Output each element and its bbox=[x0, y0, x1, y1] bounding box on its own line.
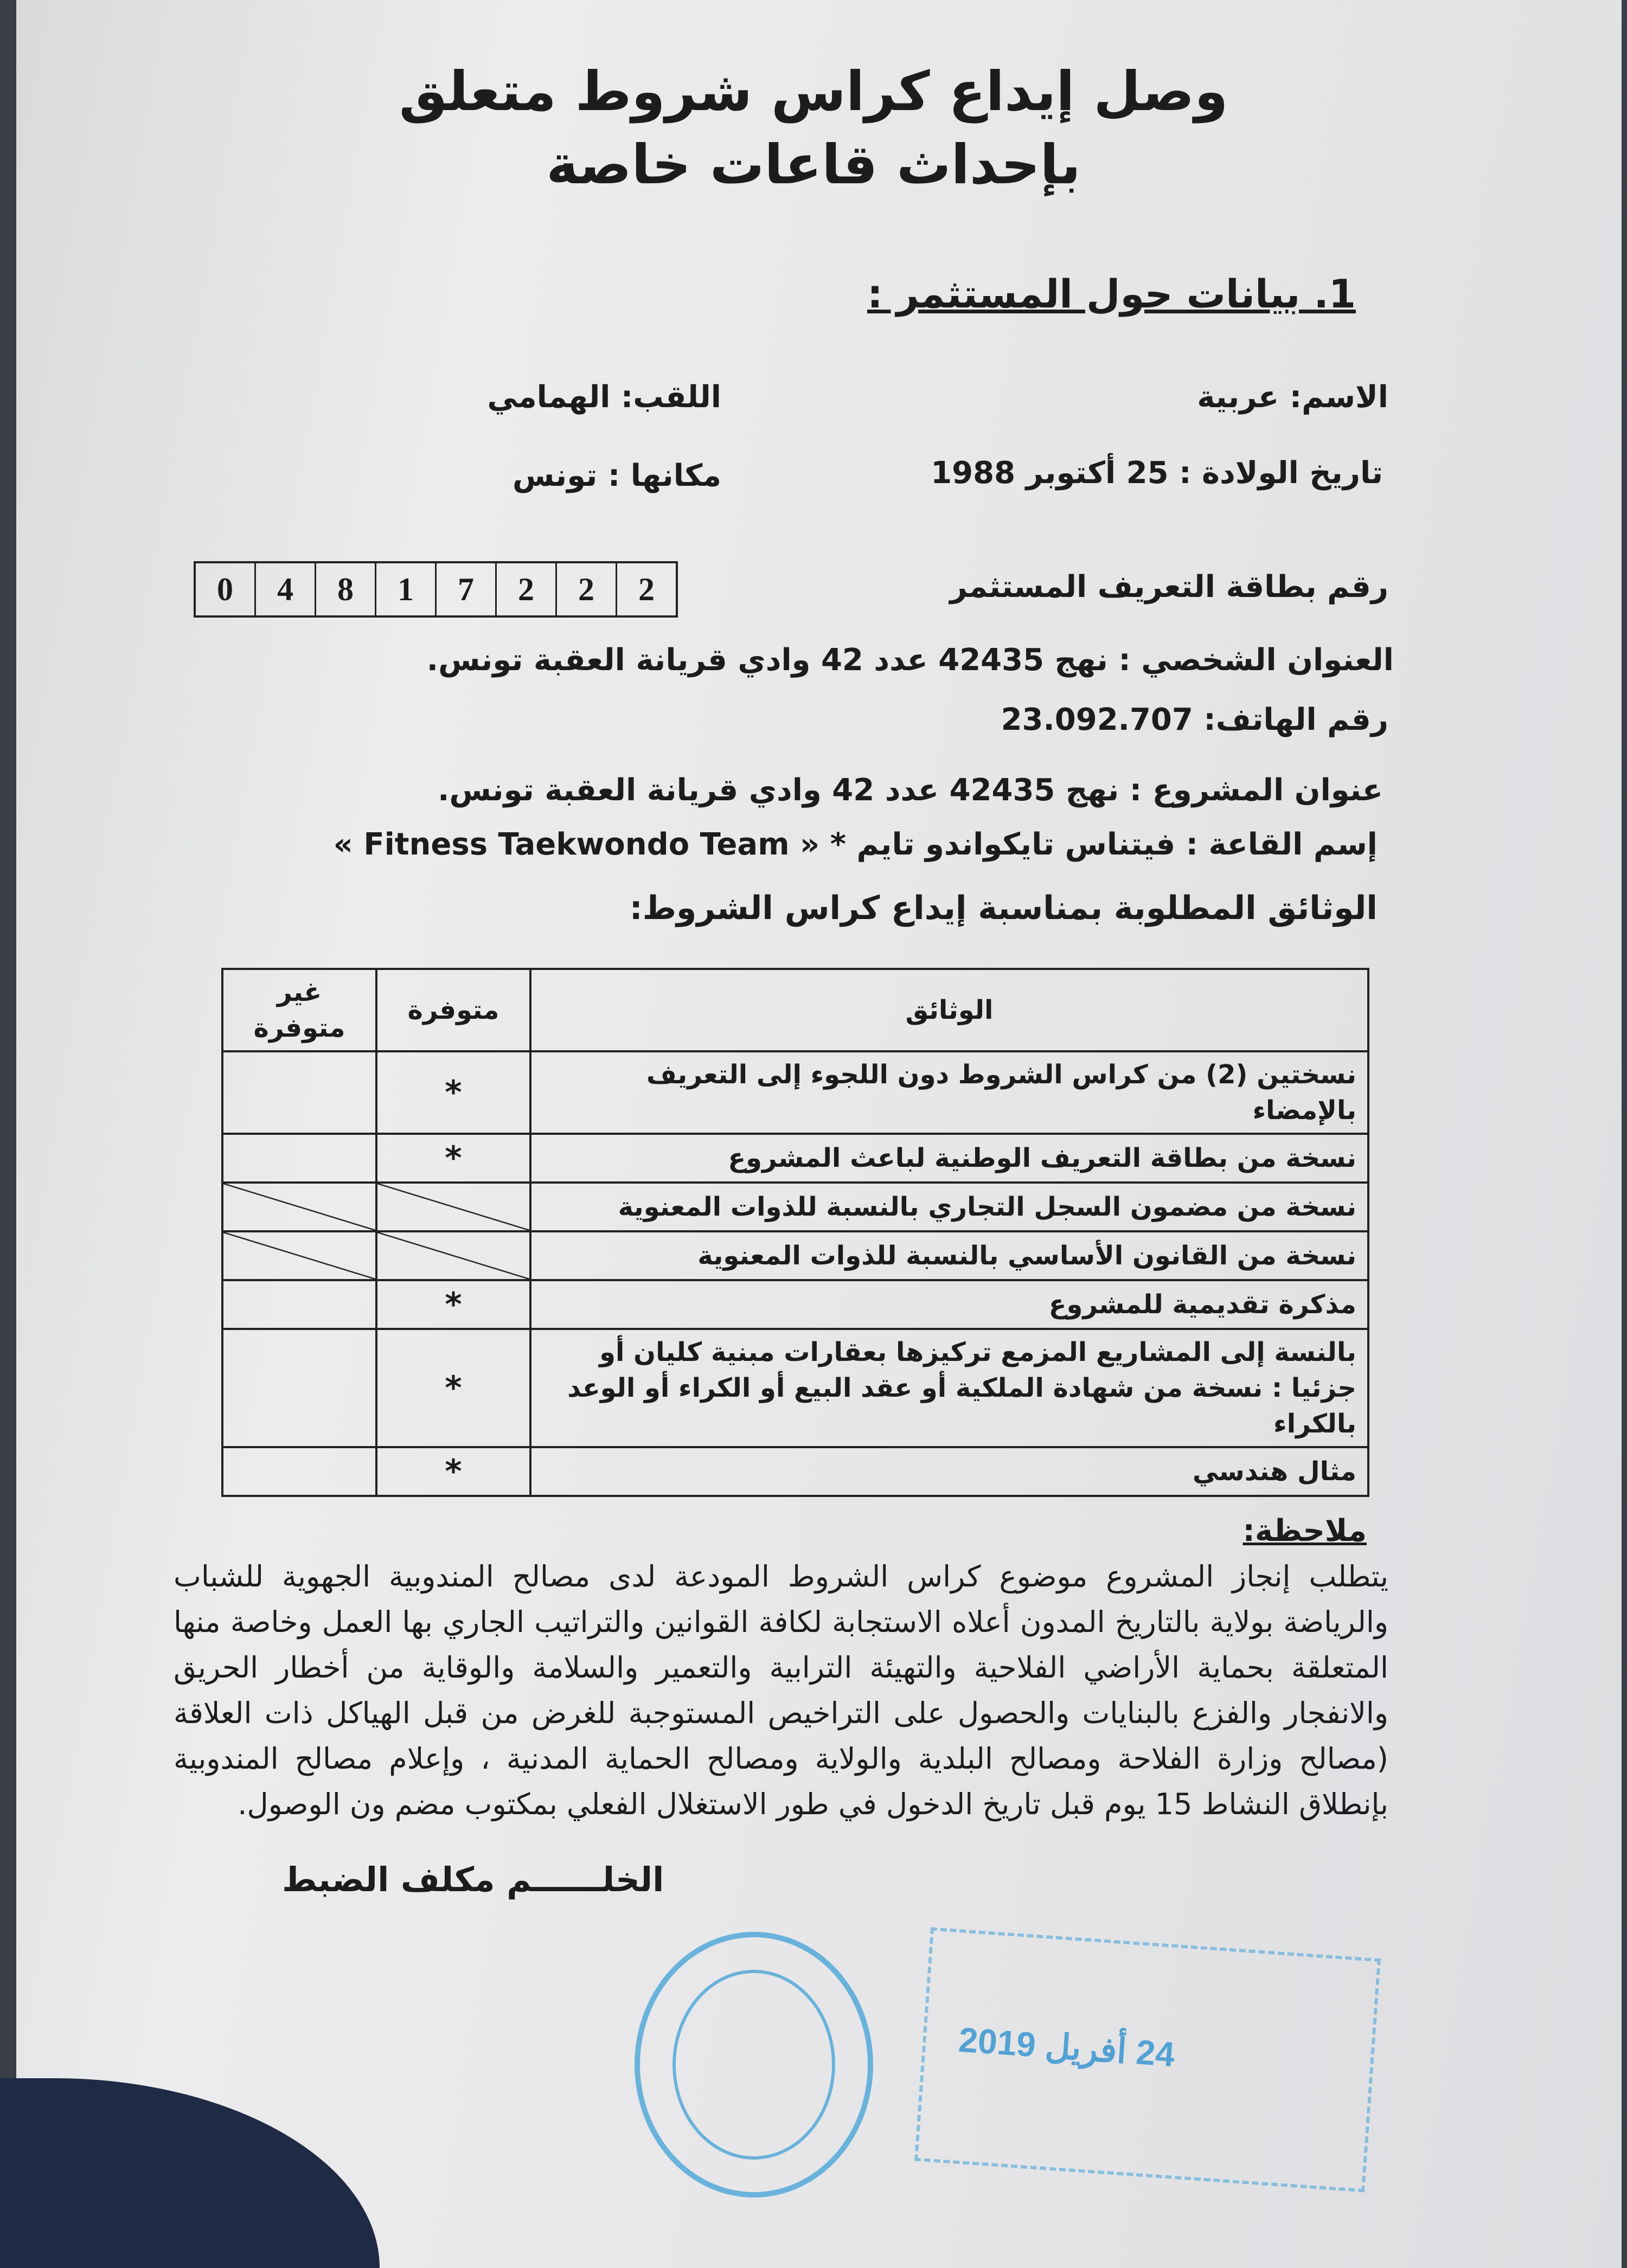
official-round-stamp bbox=[635, 1932, 873, 2198]
field-project-address: عنوان المشروع : نهج 42435 عدد 42 وادي قريانة العقبة تونس. bbox=[438, 773, 1383, 808]
table-header bbox=[222, 969, 1368, 1051]
unavailable-cell-struck bbox=[222, 1183, 376, 1231]
table-row bbox=[222, 1447, 1368, 1496]
id-digit: 2 bbox=[616, 563, 676, 615]
docs-heading: الوثائق المطلوبة بمناسبة إيداع كراس الشروط: bbox=[629, 889, 1378, 927]
note-text: يتطلب إنجاز المشروع موضوع كراس الشروط المودعة لدى مصالح المندوبية الجهوية للشباب والرياضة بولاية بالتاريخ المدون أعلاه الاستجابة لكافة القوانين والتراتيب الجاري بها العمل وخاصة منها المتعلقة بحماية الأراضي الفلاحية والتهيئة الترابية والتعمير والسلامة والوقاية من أخطار الحريق والانفجار والفزع بالبنايات والحصول على التراخيص المستوجبة للغرض من قبل الهياكل ذات العلاقة (مصالح وزارة الفلاحة ومصالح البلدية والولاية ومصالح الحماية المدنية ، وإعلام مصالح المندوبية بإنطلاق النشاط 15 يوم قبل تاريخ الدخول في طور الاستغلال الفعلي بمكتوب مضم ون الوصول. bbox=[174, 1559, 1388, 1821]
doc-cell: نسخة من القانون الأساسي بالنسبة للذوات المعنوية bbox=[530, 1231, 1368, 1280]
note-heading: ملاحظة: bbox=[1242, 1513, 1367, 1549]
signature-label: الخلــــــم مكلف الضبط bbox=[282, 1860, 664, 1899]
table-row bbox=[222, 1051, 1368, 1134]
header-unavailable: غير متوفرة bbox=[222, 969, 376, 1051]
field-hall-name: إسم القاعة : فيتناس تايكواندو تايم * « Fitness Taekwondo Team » bbox=[333, 827, 1378, 862]
unavailable-cell bbox=[222, 1447, 376, 1496]
field-name: الاسم: عربية bbox=[1197, 380, 1388, 415]
title-line-2: بإحداث قاعات خاصة bbox=[546, 133, 1081, 196]
doc-cell: مثال هندسي bbox=[530, 1447, 1368, 1496]
unavailable-cell-struck bbox=[222, 1231, 376, 1280]
stamps-area bbox=[174, 1921, 1388, 2203]
stamp-date: 24 أفريل 2019 bbox=[957, 2020, 1176, 2074]
available-cell: * bbox=[376, 1280, 530, 1329]
table-row bbox=[222, 1134, 1368, 1183]
unavailable-cell bbox=[222, 1051, 376, 1134]
available-cell-struck bbox=[376, 1183, 530, 1231]
doc-cell: نسخة من مضمون السجل التجاري بالنسبة للذوات المعنوية bbox=[530, 1183, 1368, 1231]
table-row bbox=[222, 1329, 1368, 1447]
doc-cell: نسخة من بطاقة التعريف الوطنية لباعث المشروع bbox=[530, 1134, 1368, 1183]
section-heading: 1. بيانات حول المستثمر : bbox=[867, 271, 1356, 317]
field-birth-date: تاريخ الولادة : 25 أكتوبر 1988 bbox=[931, 455, 1383, 491]
header-documents: الوثائق bbox=[530, 969, 1368, 1051]
field-personal-address: العنوان الشخصي : نهج 42435 عدد 42 وادي قريانة العقبة تونس. bbox=[426, 643, 1394, 678]
id-digit: 7 bbox=[435, 563, 495, 615]
available-cell: * bbox=[376, 1329, 530, 1447]
table-row bbox=[222, 1183, 1368, 1231]
available-cell: * bbox=[376, 1447, 530, 1496]
available-cell: * bbox=[376, 1134, 530, 1183]
doc-cell: نسختين (2) من كراس الشروط دون اللجوء إلى التعريف بالإمضاء bbox=[530, 1051, 1368, 1134]
lower-section bbox=[174, 0, 1388, 2268]
table-row bbox=[222, 1231, 1368, 1280]
field-phone: رقم الهاتف: 23.092.707 bbox=[1001, 702, 1388, 737]
received-date-stamp bbox=[914, 1928, 1381, 2193]
id-digit: 2 bbox=[555, 563, 616, 615]
documents-table bbox=[221, 968, 1369, 1497]
available-cell: * bbox=[376, 1051, 530, 1134]
id-digit: 2 bbox=[495, 563, 555, 615]
doc-cell: بالنسة إلى المشاريع المزمع تركيزها بعقارات مبنية كليان أو جزئيا : نسخة من شهادة الملكية أو عقد البيع أو الكراء أو الوعد بالكراء bbox=[530, 1329, 1368, 1447]
table-row bbox=[222, 1280, 1368, 1329]
unavailable-cell bbox=[222, 1280, 376, 1329]
id-digit: 8 bbox=[315, 563, 375, 615]
id-digit: 4 bbox=[254, 563, 315, 615]
doc-cell: مذكرة تقديمية للمشروع bbox=[530, 1280, 1368, 1329]
id-digit: 0 bbox=[217, 571, 233, 607]
available-cell-struck bbox=[376, 1231, 530, 1280]
id-digit: 1 bbox=[375, 563, 435, 615]
field-birth-place: مكانها : تونس bbox=[513, 458, 721, 493]
field-id-label: رقم بطاقة التعريف المستثمر bbox=[950, 569, 1388, 605]
field-surname: اللقب: الهمامي bbox=[487, 380, 721, 415]
unavailable-cell bbox=[222, 1134, 376, 1183]
unavailable-cell bbox=[222, 1329, 376, 1447]
header-available: متوفرة bbox=[376, 969, 530, 1051]
title-line-1: وصل إيداع كراس شروط متعلق bbox=[399, 60, 1228, 123]
